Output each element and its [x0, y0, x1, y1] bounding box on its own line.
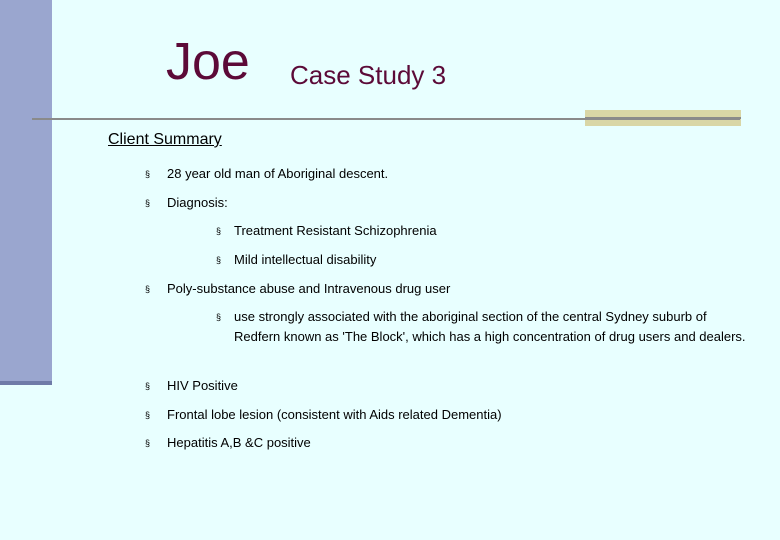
bullet-text: Mild intellectual disability — [234, 252, 377, 267]
bullet-text: Hepatitis A,B &C positive — [167, 435, 311, 450]
bullet-text: Frontal lobe lesion (consistent with Aids related Dementia) — [167, 407, 502, 422]
section-heading: Client Summary — [108, 131, 222, 148]
bullet-text: use strongly associated with the aboriginal section of the central Sydney suburb of Redfern known as 'The Block', which has a high concentration of drug users and dealers. — [234, 309, 746, 344]
sub-bullet-item — [216, 250, 756, 270]
bullet-marker: § — [216, 255, 222, 265]
bullet-item — [145, 376, 745, 396]
bullet-marker: § — [145, 438, 151, 448]
bullet-text: 28 year old man of Aboriginal descent. — [167, 166, 389, 181]
bullet-item — [145, 405, 745, 425]
bullet-text: Poly-substance abuse and Intravenous drug user — [167, 281, 451, 296]
slide-subtitle: Case Study 3 — [290, 60, 447, 90]
bullet-text: Diagnosis: — [167, 195, 228, 210]
bullet-item — [145, 193, 745, 213]
bullet-marker: § — [216, 312, 222, 322]
slide-title: Joe — [166, 33, 250, 91]
bullet-marker: § — [145, 410, 151, 420]
title-rule-accent-line — [585, 117, 741, 119]
left-accent-bar — [0, 0, 52, 383]
bullet-item — [145, 279, 745, 299]
bullet-item — [145, 433, 745, 453]
bullet-marker: § — [145, 381, 151, 391]
left-accent-bar-shadow — [0, 381, 52, 385]
bullet-marker: § — [145, 284, 151, 294]
bullet-text: Treatment Resistant Schizophrenia — [234, 223, 437, 238]
bullet-marker: § — [216, 226, 222, 236]
bullet-item — [145, 164, 745, 184]
bullet-marker: § — [145, 198, 151, 208]
sub-bullet-item — [216, 307, 756, 347]
bullet-marker: § — [145, 169, 151, 179]
bullet-text: HIV Positive — [167, 378, 238, 393]
sub-bullet-item — [216, 221, 756, 241]
